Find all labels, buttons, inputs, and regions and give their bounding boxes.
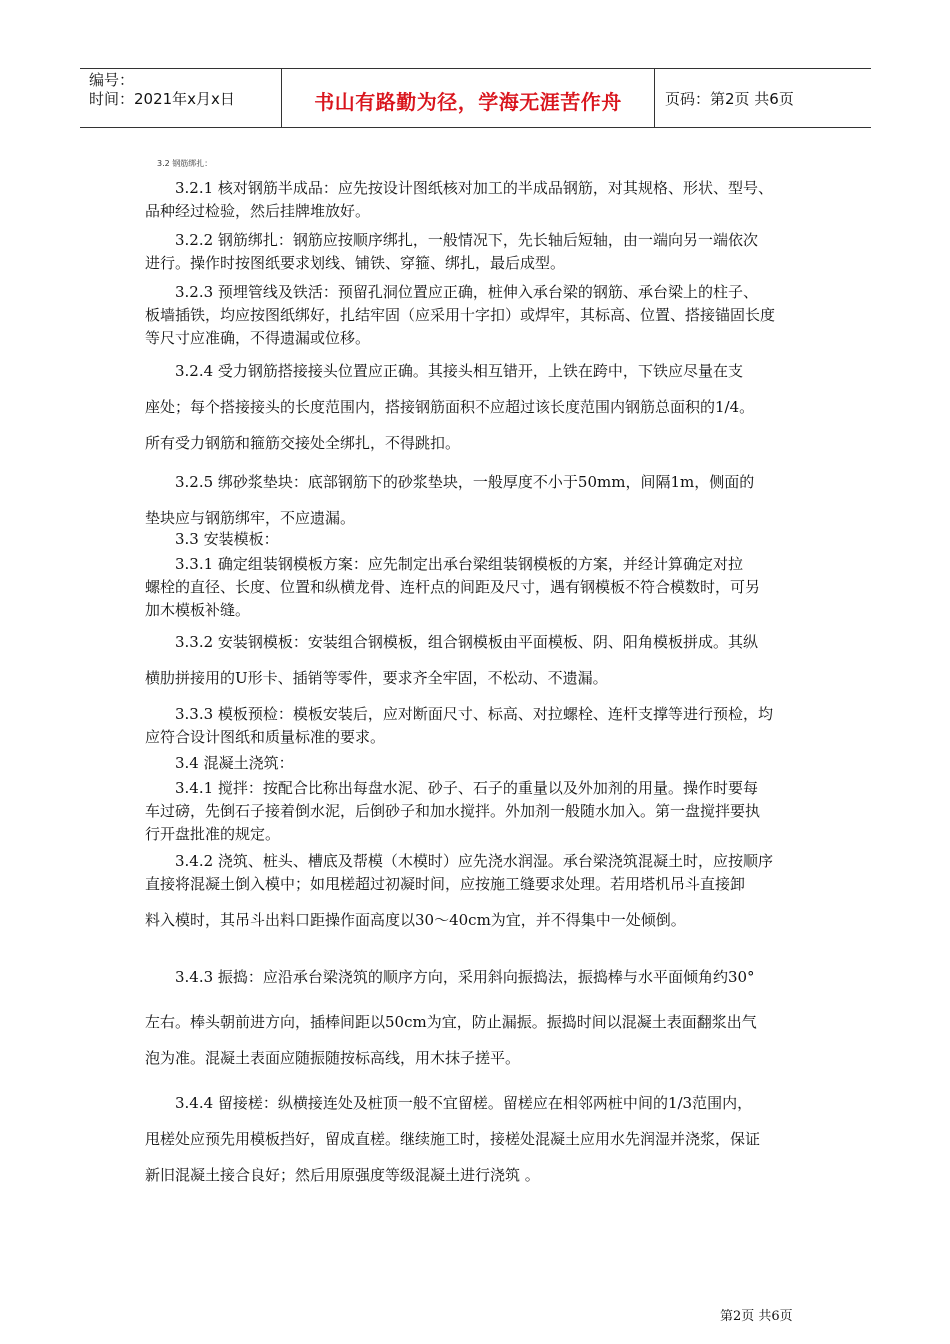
header-page-number: 页码：第2页 共6页 [665,89,794,108]
header-motto-cell [282,69,655,127]
text-line: 品种经过检验，然后挂牌堆放好。 [145,202,371,220]
text-line: 新旧混凝土接合良好；然后用原强度等级混凝土进行浇筑 。 [145,1166,540,1184]
paragraph-3-2-5 [145,464,825,536]
text-line: 3.3.1 确定组装钢模板方案：应先制定出承台梁组装钢模板的方案，并经计算确定对拉 [175,555,743,573]
text-line: 甩槎处应预先用模板挡好，留成直槎。继续施工时，接槎处混凝土应用水先润湿并浇浆，保证 [145,1130,761,1148]
text-line: 螺栓的直径、长度、位置和纵横龙骨、连杆点的间距及尺寸，遇有钢模板不符合模数时，可另 [145,578,761,596]
text-line: 3.2.2 钢筋绑扎：钢筋应按顺序绑扎，一般情况下，先长轴后短轴，由一端向另一端依次 [175,231,758,249]
text-line: 板墙插铁，均应按图纸绑好，扎结牢固（应采用十字扣）或焊牢，其标高、位置、搭接锚固长度 [145,306,776,324]
text-line: 3.2.1 核对钢筋半成品：应先按设计图纸核对加工的半成品钢筋，对其规格、形状、型号、 [175,179,773,197]
page-header [80,68,871,128]
text-line: 应符合设计图纸和质量标准的要求。 [145,728,386,746]
paragraph-3-4-1 [145,777,825,846]
text-line: 座处；每个搭接接头的长度范围内，搭接钢筋面积不应超过该长度范围内钢筋总面积的1/4。 [145,398,755,416]
text-line: 3.2.5 绑砂浆垫块：底部钢筋下的砂浆垫块，一般厚度不小于50mm，间隔1m，侧面的 [175,473,755,491]
serial-number-label: 编号： [89,71,135,89]
text-line: 3.2.4 受力钢筋搭接接头位置应正确。其接头相互错开，上铁在跨中，下铁应尽量在支 [175,362,743,380]
text-line: 车过磅，先倒石子接着倒水泥，后倒砂子和加水搅拌。外加剂一般随水加入。第一盘搅拌要执 [145,802,761,820]
text-line: 3.3.3 模板预检：模板安装后，应对断面尺寸、标高、对拉螺栓、连杆支撑等进行预检，均 [175,705,773,723]
text-line: 3.4.3 振捣：应沿承台梁浇筑的顺序方向，采用斜向振捣法，振捣棒与水平面倾角约30° [175,968,755,986]
section-heading-small: 3.2 钢筋绑扎： [157,159,213,168]
text-line: 行开盘批准的规定。 [145,825,281,843]
paragraph-3-2-4 [145,353,825,461]
paragraph-3-2-3 [145,281,825,350]
paragraph-3-3-3 [145,703,825,749]
paragraph-3-3-1 [145,553,825,622]
text-line: 横肋拼接用的U形卡、插销等零件，要求齐全牢固，不松动、不遗漏。 [145,669,608,687]
text-line: 加木模板补缝。 [145,601,251,619]
text-line: 直接将混凝土倒入模中；如甩槎超过初凝时间，应按施工缝要求处理。若用塔机吊斗直接卸 [145,875,746,893]
text-line: 3.3 安装模板： [175,530,279,548]
text-line: 进行。操作时按图纸要求划线、铺铁、穿箍、绑扎，最后成型。 [145,254,566,272]
text-line: 3.4 混凝土浇筑： [175,754,294,772]
paragraph-3-2-1 [145,177,825,223]
paragraph-3-2-2 [145,229,825,275]
text-line: 左右。棒头朝前进方向，插棒间距以50cm为宜，防止漏振。振捣时间以混凝土表面翻浆出气 [145,1013,757,1031]
paragraph-3-4-3 [145,959,825,1076]
text-line: 3.2.3 预埋管线及铁活：预留孔洞位置应正确，桩伸入承台梁的钢筋、承台梁上的柱子、 [175,283,758,301]
date-label: 时间：2021年x月x日 [89,90,235,108]
text-line: 3.4.1 搅拌：按配合比称出每盘水泥、砂子、石子的重量以及外加剂的用量。操作时要每 [175,779,758,797]
paragraph-3-3-2 [145,624,825,696]
section-3-3-heading [145,528,825,551]
text-line: 泡为准。混凝土表面应随振随按标高线，用木抹子搓平。 [145,1049,521,1067]
text-line: 垫块应与钢筋绑牢，不应遗漏。 [145,509,356,527]
page-footer-number: 第2页 共6页 [720,1309,793,1324]
paragraph-3-4-2 [145,850,825,932]
section-3-4-heading [145,752,825,775]
text-line: 所有受力钢筋和箍筋交接处全绑扎，不得跳扣。 [145,434,461,452]
text-line: 等尺寸应准确，不得遗漏或位移。 [145,329,371,347]
header-page-cell [655,69,871,127]
text-line: 3.3.2 安装钢模板：安装组合钢模板，组合钢模板由平面模板、阴、阳角模板拼成。其纵 [175,633,758,651]
text-line: 3.4.2 浇筑、桩头、槽底及帮模（木模时）应先浇水润湿。承台梁浇筑混凝土时，应按顺序 [175,852,773,870]
text-line: 3.4.4 留接槎：纵横接连处及桩顶一般不宜留槎。留槎应在相邻两桩中间的1/3范围内， [175,1094,753,1112]
text-line: 料入模时，其吊斗出料口距操作面高度以30～40cm为宜，并不得集中一处倾倒。 [145,911,686,929]
paragraph-3-4-4 [145,1085,825,1193]
header-info-cell [80,69,282,127]
header-motto: 书山有路勤为径，学海无涯苦作舟 [314,89,622,114]
